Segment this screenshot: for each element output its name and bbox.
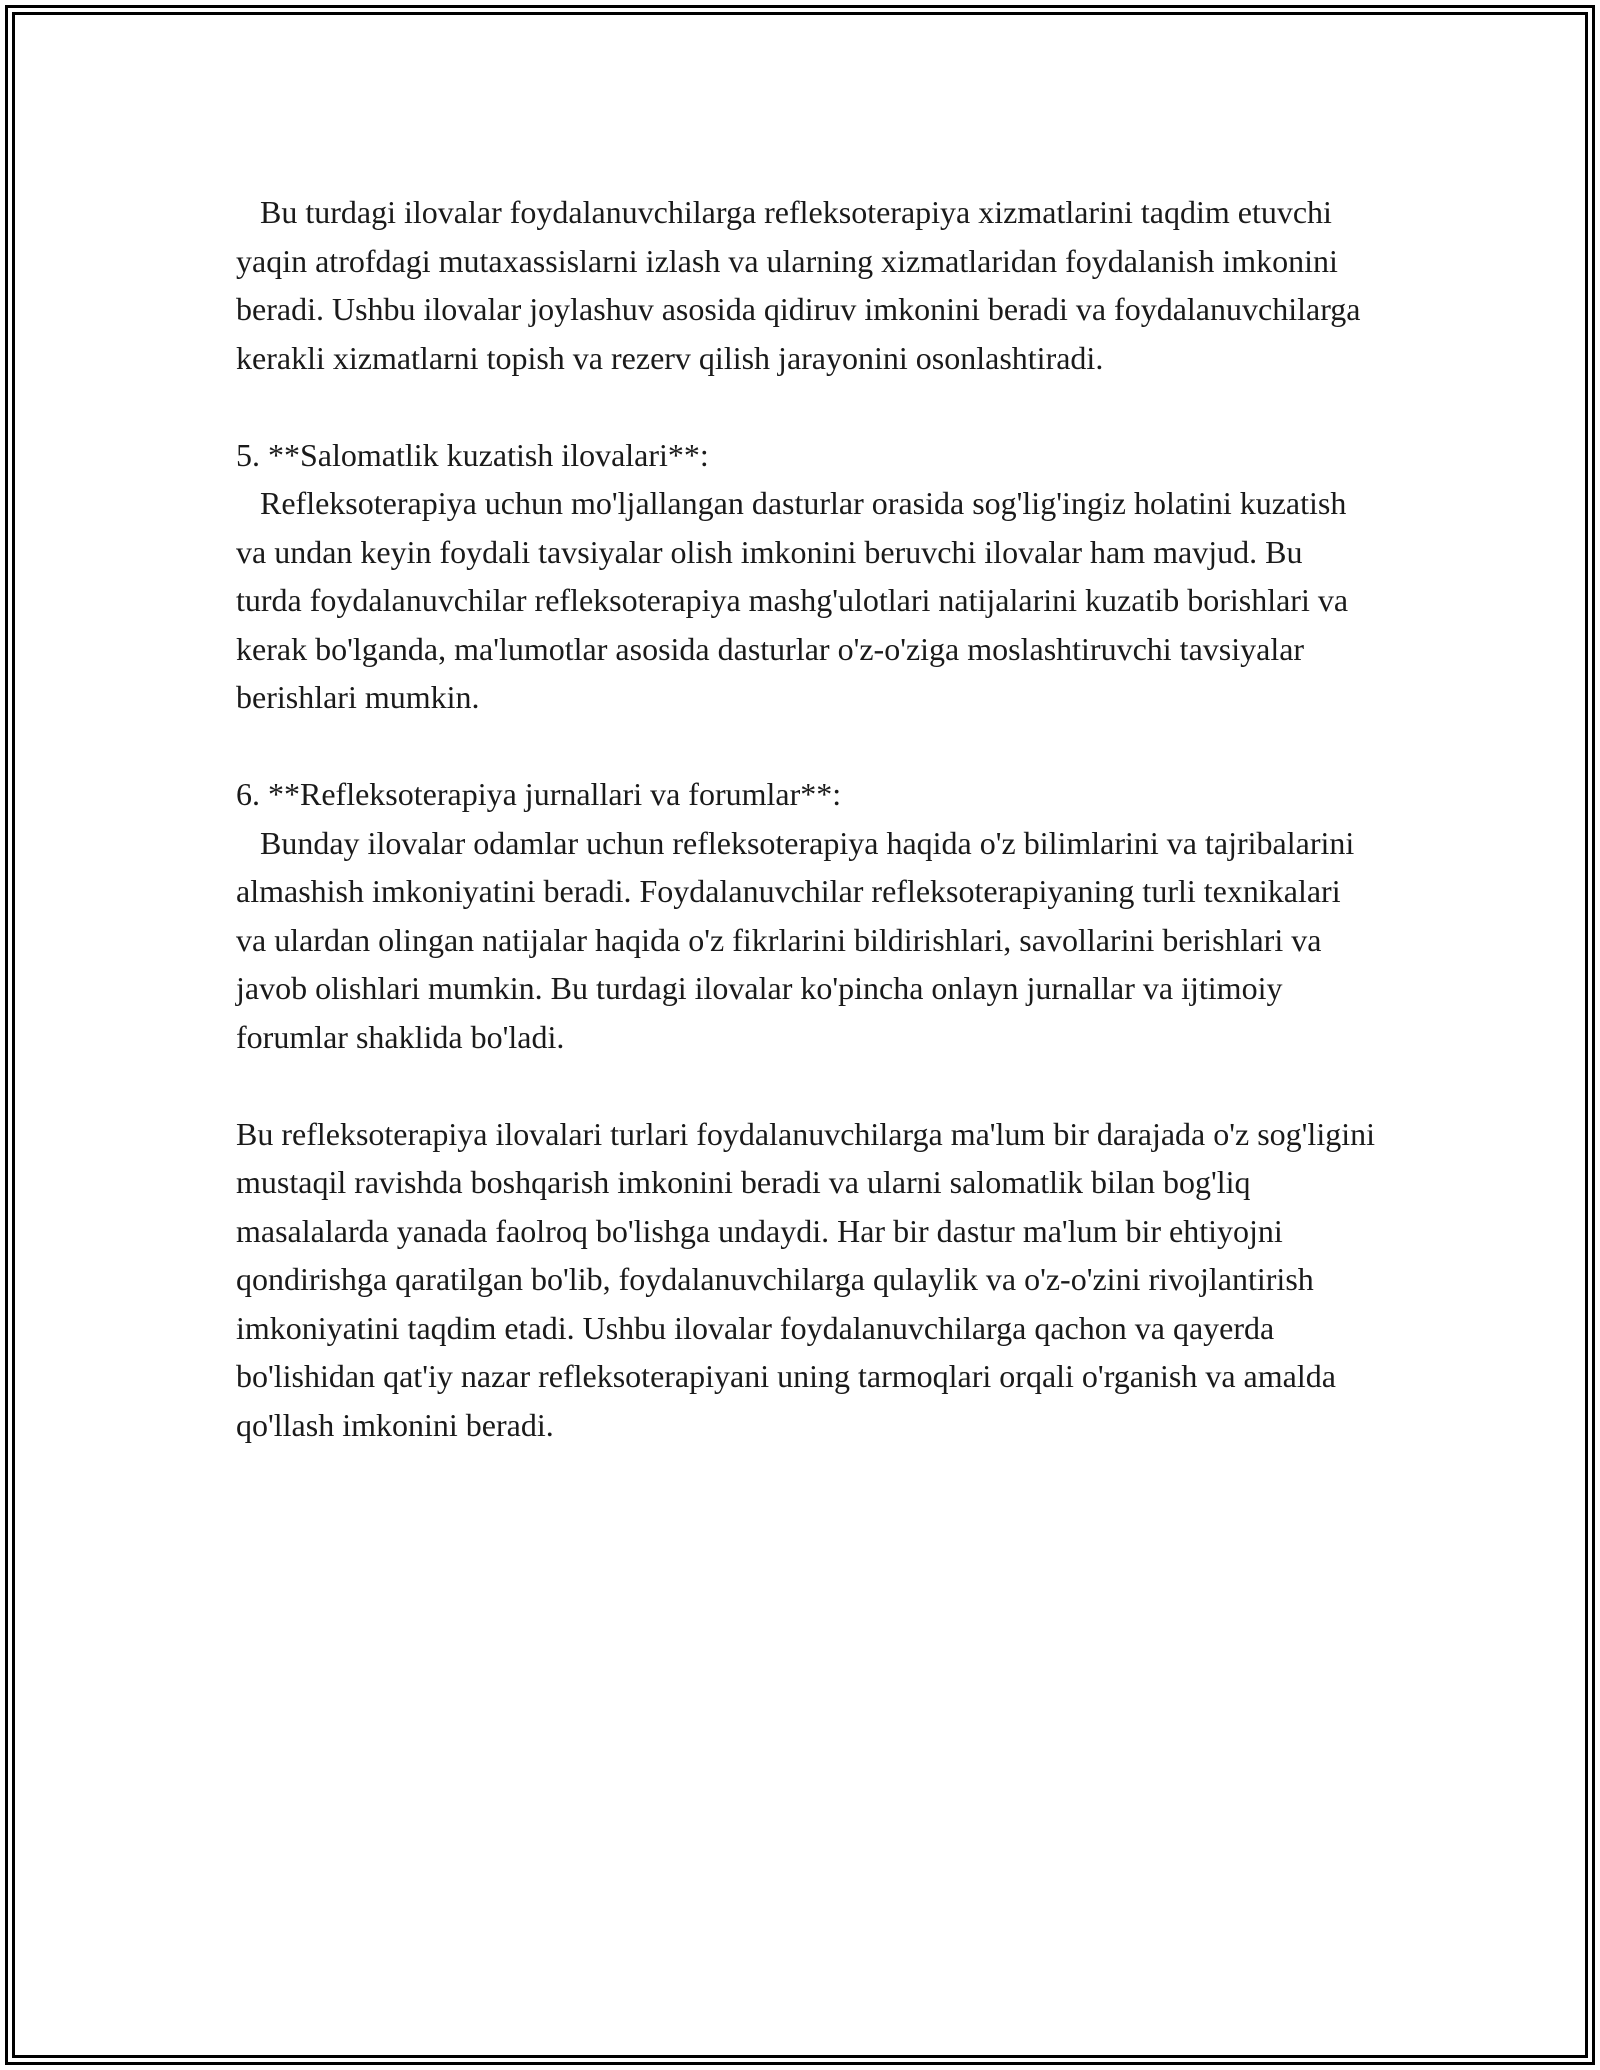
- paragraph-gap: [236, 382, 1376, 431]
- paragraph-section-6: Bunday ilovalar odamlar uchun refleksoterapiya haqida o'z bilimlarini va tajribalarini almashish imkoniyatini beradi. Foydalanuvchilar refleksoterapiyaning turli texnikalari va ulardan olingan natijalar haqida o'z fikrlarini bildirishlari, savollarini berishlari va javob olishlari mumkin. Bu turdagi ilovalar ko'pincha onlayn jurnallar va ijtimoiy forumlar shaklida bo'ladi.: [236, 824, 1363, 1055]
- document-body: [236, 188, 1383, 1449]
- paragraph-section-5: Refleksoterapiya uchun mo'ljallangan dasturlar orasida sog'lig'ingiz holatini kuzatish va undan keyin foydali tavsiyalar olish imkonini beruvchi ilovalar ham mavjud. Bu turda foydalanuvchilar refleksoterapiya mashg'ulotlari natijalarini kuzatib borishlari va kerak bo'lganda, ma'lumotlar asosida dasturlar o'z-o'ziga moslashtiruvchi tavsiyalar berishlari mumkin.: [236, 485, 1357, 715]
- heading-section-6: 6. **Refleksoterapiya jurnallari va forumlar**:: [236, 776, 842, 812]
- paragraph-intro: Bu turdagi ilovalar foydalanuvchilarga refleksoterapiya xizmatlarini taqdim etuvchi yaqin atrofdagi mutaxassislarni izlash va ularning xizmatlaridan foydalanish imkonini beradi. Ushbu ilovalar joylashuv asosida qidiruv imkonini beradi va foydalanuvchilarga kerakli xizmatlarni topish va rezerv qilish jarayonini osonlashtiradi.: [236, 194, 1369, 376]
- paragraph-gap: [236, 1061, 1376, 1110]
- heading-section-5: 5. **Salomatlik kuzatish ilovalari**:: [236, 436, 709, 473]
- paragraph-gap: [236, 722, 1376, 771]
- paragraph-conclusion: Bu refleksoterapiya ilovalari turlari foydalanuvchilarga ma'lum bir darajada o'z sog'ligini mustaqil ravishda boshqarish imkonini beradi va ularni salomatlik bilan bog'liq masalalarda yanada faolroq bo'lishga undaydi. Har bir dastur ma'lum bir ehtiyojni qondirishga qaratilgan bo'lib, foydalanuvchilarga qulaylik va o'z-o'zini rivojlantirish imkoniyatini taqdim etadi. Ushbu ilovalar foydalanuvchilarga qachon va qayerda bo'lishidan qat'iy nazar refleksoterapiyani uning tarmoqlari orqali o'rganish va amalda qo'llash imkonini beradi.: [236, 1115, 1383, 1443]
